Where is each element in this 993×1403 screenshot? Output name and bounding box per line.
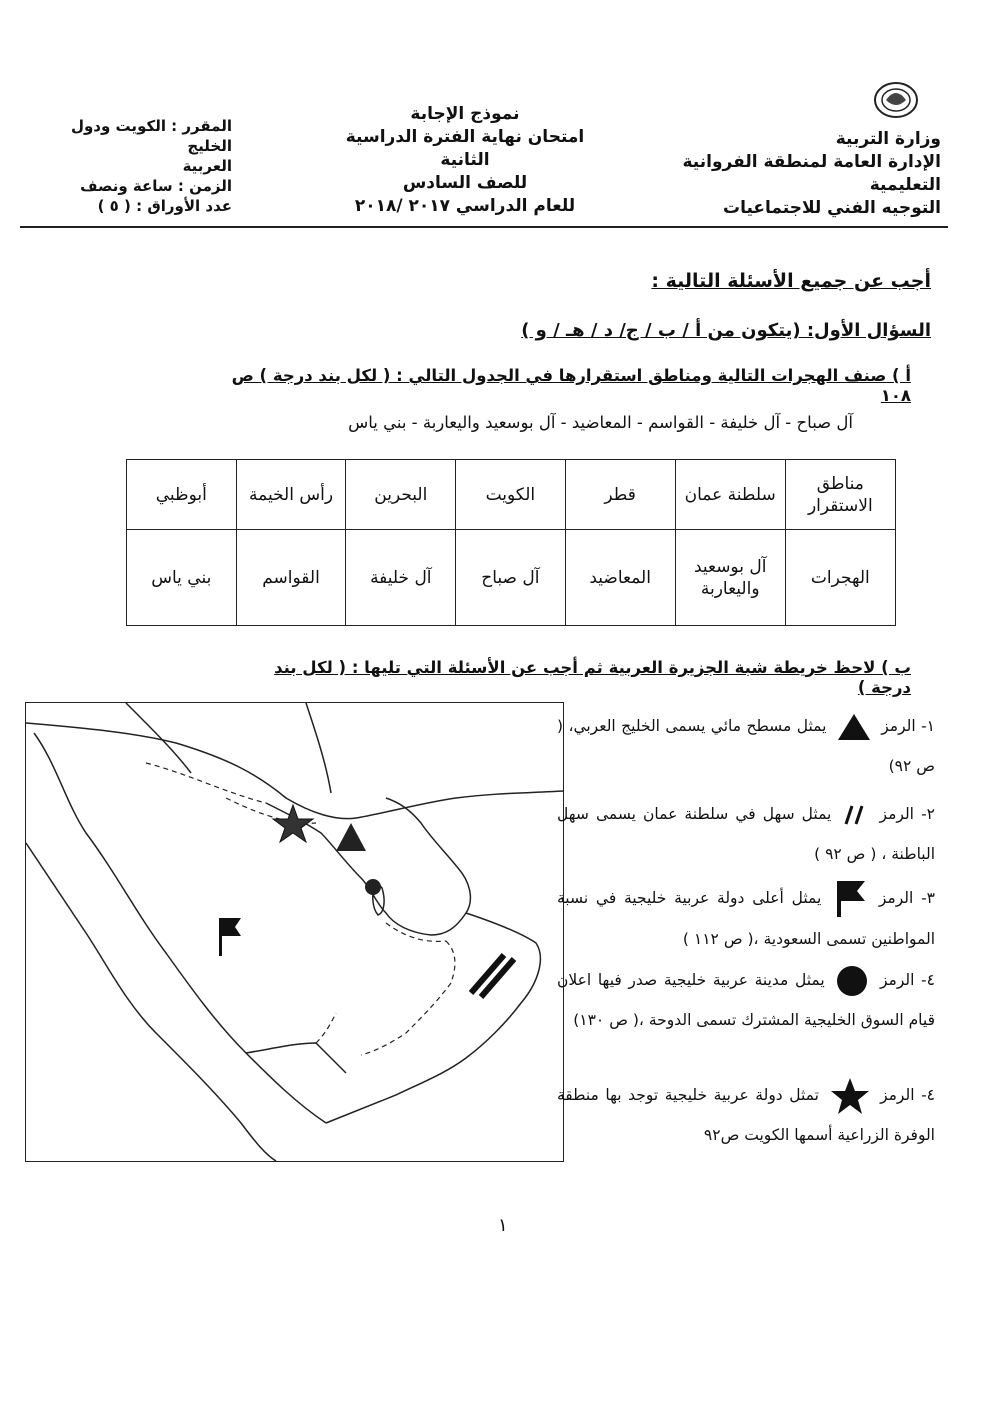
double-slash-marker-icon [471, 955, 514, 997]
item-number: ٢- [921, 805, 935, 823]
part-b-prompt: ب ) لاحظ خريطة شبة الجزيرة العربية ثم أجب عن الأسئلة التي تليها : ( لكل بند درجة ) [274, 658, 911, 697]
table-cell: آل صباح [456, 530, 565, 626]
table-cell: سلطنة عمان [675, 460, 785, 530]
item-text: تمثل دولة عربية خليجية توجد بها منطقة الوفرة الزراعية أسمها الكويت ص٩٢ [557, 1086, 935, 1144]
word-bank: آل صباح - آل خليفة - القواسم - المعاضيد - آل بوسعيد واليعاربة - بني ياس [348, 413, 853, 432]
table-cell: قطر [565, 460, 675, 530]
table-cell: البحرين [346, 460, 456, 530]
table-cell: المعاضيد [565, 530, 675, 626]
header-right [621, 128, 941, 220]
ministry-emblem-icon [872, 80, 920, 120]
question1-title: السؤال الأول: (يتكون من أ / ب / ج/ د / هـ / و ) [521, 320, 931, 341]
item-number: ٣- [921, 889, 935, 907]
item-lead: الرمز [879, 805, 914, 823]
migration-table [126, 459, 896, 626]
item-number: ٤- [921, 971, 935, 989]
item-lead: الرمز [881, 717, 916, 735]
triangle-marker-icon [336, 823, 366, 851]
header-answer-model: نموذج الإجابة [410, 104, 520, 124]
item-lead: الرمز [878, 889, 914, 907]
part-b-item [557, 1075, 935, 1155]
table-cell: رأس الخيمة [236, 460, 346, 530]
item-lead: الرمز [879, 971, 915, 989]
item-text: يمثل مسطح مائي يسمى الخليج العربي، ( ص ٩٢) [557, 717, 935, 775]
header-year: للعام الدراسي ٢٠١٧ /٢٠١٨ [354, 196, 576, 216]
table-cell: بني ياس [127, 530, 237, 626]
row-label-migrations: الهجرات [785, 530, 895, 626]
table-cell: الكويت [456, 460, 565, 530]
flag-marker-icon [219, 918, 241, 956]
table-cell: آل بوسعيد واليعاربة [675, 530, 785, 626]
star-icon [830, 1077, 870, 1115]
part-b-item [557, 794, 935, 874]
triangle-icon [836, 712, 872, 742]
item-number: ٤- [921, 1086, 935, 1104]
item-text: يمثل أعلى دولة عربية خليجية في نسبة المواطنين تسمى السعودية ،( ص ١١٢ ) [557, 889, 935, 948]
header-subject: المقرر : الكويت ودول الخليج [70, 117, 232, 155]
item-text: يمثل سهل في سلطنة عمان يسمى سهل الباطنة ، ( ص ٩٢ ) [557, 805, 935, 863]
row-label-settlement: مناطق الاستقرار [785, 460, 895, 530]
circle-marker-icon [365, 879, 381, 895]
header-ministry: وزارة التربية [835, 129, 941, 149]
part-b-item [557, 878, 935, 959]
item-lead: الرمز [880, 1086, 915, 1104]
star-marker-icon [273, 805, 313, 842]
page-number: ١ [498, 1215, 508, 1236]
table-cell: آل خليفة [346, 530, 456, 626]
table-row [127, 460, 896, 530]
table-cell: القواسم [236, 530, 346, 626]
header-left [40, 116, 232, 216]
table-cell: أبوظبي [127, 460, 237, 530]
header-center [330, 103, 600, 218]
double-slash-icon [842, 804, 868, 826]
item-text: يمثل مدينة عربية خليجية صدر فيها اعلان قيام السوق الخليجية المشترك تسمى الدوحة ،( ص ١٣٠) [557, 971, 935, 1029]
part-b-item [557, 960, 935, 1040]
header-time: الزمن : ساعة ونصف [80, 177, 232, 195]
table-row [127, 530, 896, 626]
part-b-item [557, 706, 935, 786]
header-subject-cont: العربية [182, 157, 232, 175]
item-number: ١- [921, 717, 935, 735]
circle-icon [835, 964, 869, 998]
header-divider [20, 226, 948, 228]
map-drawing [26, 703, 563, 1161]
header-pages: عدد الأوراق : ( ٥ ) [97, 197, 232, 215]
arabian-peninsula-map [25, 702, 564, 1162]
flag-icon [833, 879, 867, 919]
part-a-prompt: أ ) صنف الهجرات التالية ومناطق استقرارها في الجدول التالي : ( لكل بند درجة ) ص ١٠٨ [231, 366, 911, 405]
instruction: أجب عن جميع الأسئلة التالية : [651, 270, 931, 292]
header-grade: للصف السادس [402, 173, 528, 193]
header-dept: التوجيه الفني للاجتماعيات [722, 198, 941, 218]
header-directorate: الإدارة العامة لمنطقة الفروانية التعليمية [682, 152, 941, 195]
header-exam: امتحان نهاية الفترة الدراسية الثانية [345, 127, 585, 170]
